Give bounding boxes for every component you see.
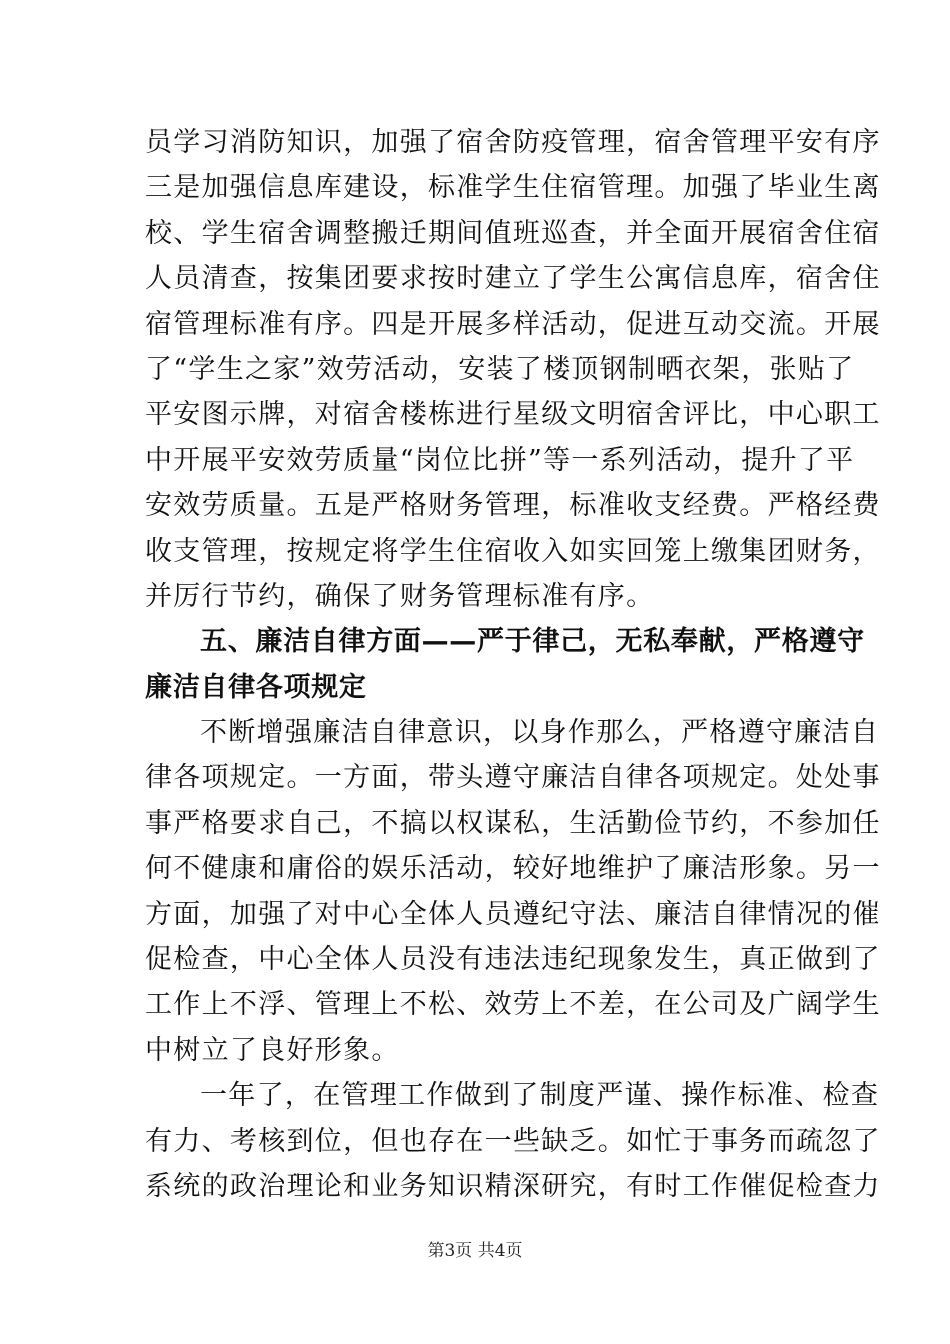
body-line: 并厉行节约，确保了财务管理标准有序。 <box>145 580 655 612</box>
page-footer: 第3页 共4页 <box>427 1241 523 1261</box>
body-line: 何不健康和庸俗的娱乐活动，较好地维护了廉洁形象。另一 <box>145 853 881 885</box>
body-line: 有力、考核到位，但也存在一些缺乏。如忙于事务而疏忽了 <box>145 1125 881 1157</box>
body-line: 中开展平安效劳质量“岗位比拼”等一系列活动，提升了平 <box>145 444 855 476</box>
section-heading-continuation: 廉洁自律各项规定 <box>145 671 367 703</box>
body-line: 平安图示牌，对宿舍楼栋进行星级文明宿舍评比，中心职工 <box>145 399 881 431</box>
body-line: 系统的政治理论和业务知识精深研究，有时工作催促检查力 <box>145 1170 881 1202</box>
body-line: 校、学生宿舍调整搬迁期间值班巡查，并全面开展宿舍住宿 <box>145 217 881 249</box>
body-line: 促检查，中心全体人员没有违法违纪现象发生，真正做到了 <box>145 944 881 976</box>
body-line: 方面，加强了对中心全体人员遵纪守法、廉洁自律情况的催 <box>145 898 881 930</box>
document-body <box>145 120 881 1209</box>
section-heading: 五、廉洁自律方面——严于律己，无私奉献，严格遵守 <box>200 626 865 658</box>
body-line: 不断增强廉洁自律意识，以身作那么，严格遵守廉洁自 <box>200 717 880 749</box>
body-line: 宿管理标准有序。四是开展多样活动，促进互动交流。开展 <box>145 308 881 340</box>
body-line: 律各项规定。一方面，带头遵守廉洁自律各项规定。处处事 <box>145 762 881 794</box>
body-line: 人员清查，按集团要求按时建立了学生公寓信息库，宿舍住 <box>145 263 881 295</box>
body-line: 了“学生之家”效劳活动，安装了楼顶钢制晒衣架，张贴了 <box>145 353 855 385</box>
body-line: 员学习消防知识，加强了宿舍防疫管理，宿舍管理平安有序 <box>145 127 881 158</box>
body-line: 工作上不浮、管理上不松、效劳上不差，在公司及广阔学生 <box>145 989 881 1021</box>
body-line: 收支管理，按规定将学生住宿收入如实回笼上缴集团财务， <box>145 535 881 567</box>
body-line: 一年了，在管理工作做到了制度严谨、操作标准、检查 <box>200 1080 880 1112</box>
body-line: 事严格要求自己，不搞以权谋私，生活勤俭节约，不参加任 <box>145 807 881 839</box>
body-line: 安效劳质量。五是严格财务管理，标准收支经费。严格经费 <box>145 490 881 522</box>
body-line: 中树立了良好形象。 <box>145 1034 400 1066</box>
body-line: 三是加强信息库建设，标准学生住宿管理。加强了毕业生离 <box>145 172 881 204</box>
